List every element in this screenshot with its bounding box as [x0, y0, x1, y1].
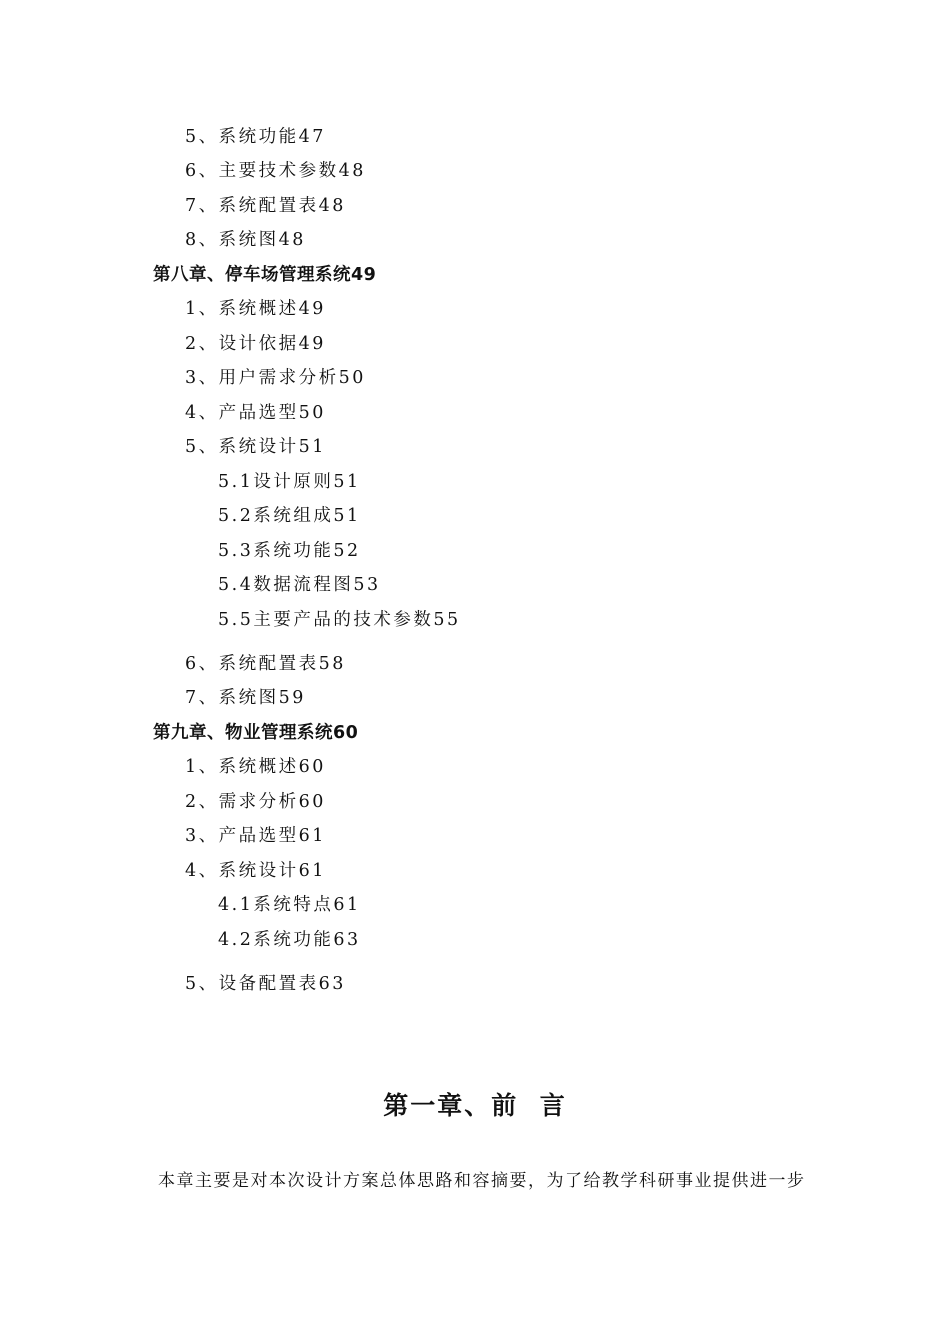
- toc-item[interactable]: 7、系统图59: [185, 688, 306, 708]
- toc-subitem[interactable]: 4.1系统特点61: [218, 895, 361, 915]
- toc-item[interactable]: 3、用户需求分析50: [185, 368, 366, 388]
- toc-item[interactable]: 8、系统图48: [185, 230, 306, 250]
- toc-item[interactable]: 2、设计依据49: [185, 334, 326, 354]
- toc-item[interactable]: 6、主要技术参数48: [185, 161, 366, 181]
- toc-item[interactable]: 5、系统设计51: [185, 437, 326, 457]
- toc-subitem[interactable]: 5.5主要产品的技术参数55: [218, 610, 461, 630]
- toc-subitem[interactable]: 5.3系统功能52: [218, 541, 361, 561]
- intro-paragraph: 本章主要是对本次设计方案总体思路和容摘要，为了给教学科研事业提供进一步: [158, 1171, 806, 1191]
- toc-item[interactable]: 4、系统设计61: [185, 861, 326, 881]
- toc-item[interactable]: 3、产品选型61: [185, 826, 326, 846]
- toc-item[interactable]: 7、系统配置表48: [185, 196, 346, 216]
- toc-subitem[interactable]: 5.4数据流程图53: [218, 575, 381, 595]
- toc-item[interactable]: 4、产品选型50: [185, 403, 326, 423]
- chapter-title: 第一章、前 言: [383, 1091, 567, 1120]
- toc-subitem[interactable]: 5.1设计原则51: [218, 472, 361, 492]
- toc-chapter-heading[interactable]: 第八章、停车场管理系统49: [153, 265, 377, 285]
- toc-subitem[interactable]: 4.2系统功能63: [218, 930, 361, 950]
- toc-item[interactable]: 2、需求分析60: [185, 792, 326, 812]
- toc-item[interactable]: 5、系统功能47: [185, 127, 326, 147]
- toc-item[interactable]: 1、系统概述60: [185, 757, 326, 777]
- toc-subitem[interactable]: 5.2系统组成51: [218, 506, 361, 526]
- toc-chapter-heading[interactable]: 第九章、物业管理系统60: [153, 723, 359, 743]
- toc-item[interactable]: 6、系统配置表58: [185, 654, 346, 674]
- toc-item[interactable]: 5、设备配置表63: [185, 974, 346, 994]
- toc-item[interactable]: 1、系统概述49: [185, 299, 326, 319]
